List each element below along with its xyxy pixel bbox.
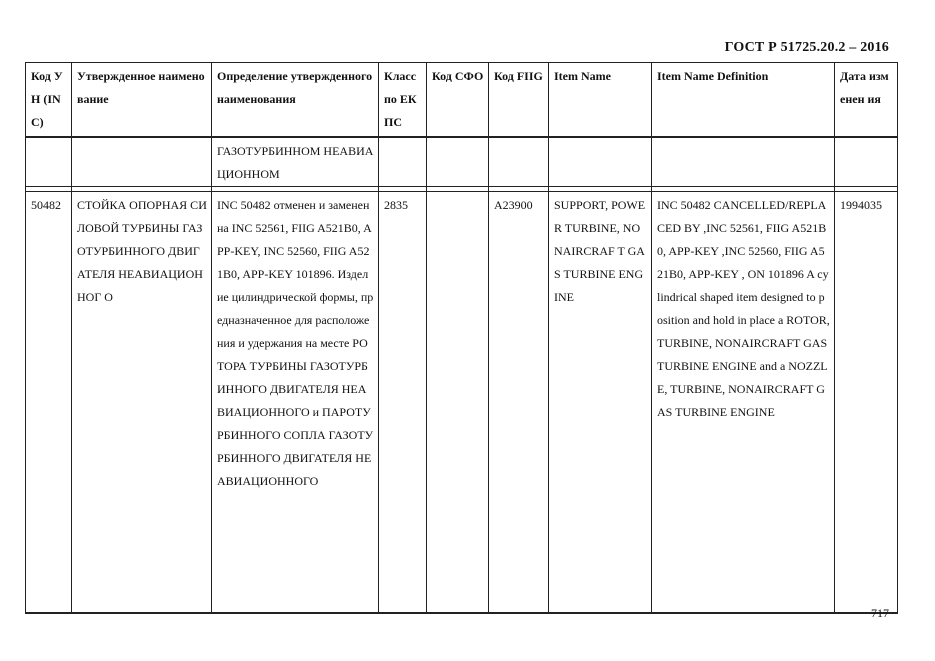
- col-header-sfo-code: Код СФО: [427, 63, 489, 138]
- table-cell: [489, 137, 549, 187]
- table-cell: [835, 137, 898, 187]
- classification-table: [25, 62, 898, 614]
- document-title: ГОСТ Р 51725.20.2 – 2016: [724, 40, 889, 55]
- sfo-code-cell: [427, 192, 489, 614]
- col-header-item-name: Item Name: [549, 63, 652, 138]
- col-header-inc-code: Код УН (INC): [26, 63, 72, 138]
- table-cell: [379, 137, 427, 187]
- table-cell: [72, 137, 212, 187]
- col-header-fiig-code: Код FIIG: [489, 63, 549, 138]
- ekps-class-cell: 2835: [379, 192, 427, 614]
- approved-name-cell: СТОЙКА ОПОРНАЯ СИЛОВОЙ ТУРБИНЫ ГАЗОТУРБИННОГО ДВИГАТЕЛЯ НЕАВИАЦИОННОГ О: [72, 192, 212, 614]
- table-cell: [652, 137, 835, 187]
- table-cell: [427, 137, 489, 187]
- page-number: 717: [871, 606, 889, 620]
- col-header-name-definition: Определение утвержденного наименования: [212, 63, 379, 138]
- table-cell: [26, 137, 72, 187]
- col-header-item-name-definition: Item Name Definition: [652, 63, 835, 138]
- inc-code-cell: 50482: [26, 192, 72, 614]
- table-row: [26, 192, 898, 614]
- table-cell: ГАЗОТУРБИННОМ НЕАВИАЦИОННОМ: [212, 137, 379, 187]
- table-row: [26, 137, 898, 187]
- table-cell: [549, 137, 652, 187]
- table-header-row: [26, 63, 898, 138]
- col-header-approved-name: Утвержденное наименование: [72, 63, 212, 138]
- item-name-definition-cell: INC 50482 CANCELLED/REPLACED BY ,INC 52561, FIIG A521B0, APP-KEY ,INC 52560, FIIG A521B0, APP-KEY , ON 101896 A cylindrical shaped item designed to position and hold in place a ROTOR, TURBINE, NONAIRCRAFT GAS TURBINE ENGINE and a NOZZLE, TURBINE, NONAIRCRAFT GAS TURBINE ENGINE: [652, 192, 835, 614]
- name-definition-cell: INC 50482 отменен и заменен на INC 52561, FIIG A521B0, APP-KEY, INC 52560, FIIG A521B0, APP-KEY 101896. Изделие цилиндрической формы, предназначенное для расположения и удержания на месте РОТОРА ТУРБИНЫ ГАЗОТУРБИННОГО ДВИГАТЕЛЯ НЕАВИАЦИОННОГО и ПАРОТУРБИННОГО СОПЛА ГАЗОТУРБИННОГО ДВИГАТЕЛЯ НЕАВИАЦИОННОГО: [212, 192, 379, 614]
- item-name-cell: SUPPORT, POWER TURBINE, NONAIRCRAF T GAS TURBINE ENGINE: [549, 192, 652, 614]
- fiig-code-cell: A23900: [489, 192, 549, 614]
- col-header-change-date: Дата изменен ия: [835, 63, 898, 138]
- change-date-cell: 1994035: [835, 192, 898, 614]
- col-header-ekps-class: Класс по ЕКПС: [379, 63, 427, 138]
